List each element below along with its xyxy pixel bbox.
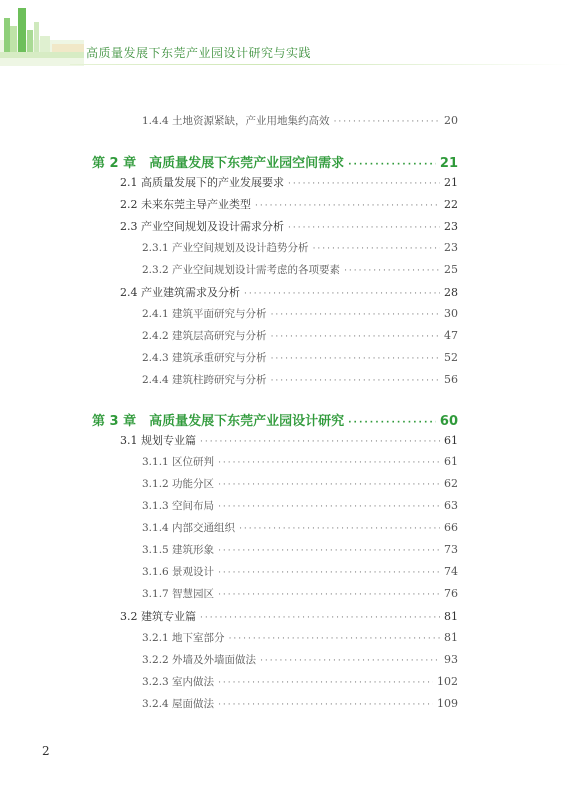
toc-leader-dots: [229, 634, 440, 644]
toc-entry-page: 20: [444, 114, 458, 127]
toc-subsection-entry[interactable]: [142, 652, 458, 667]
toc-section-entry[interactable]: [120, 608, 458, 624]
toc-leader-dots: [244, 289, 440, 299]
toc-section-entry[interactable]: [120, 196, 458, 212]
toc-subsection-entry[interactable]: [142, 630, 458, 645]
toc-entry-label: 3.1.3 空间布局: [142, 500, 215, 512]
toc-entry-label: 1.4.4 土地资源紧缺，产业用地集约高效: [142, 115, 330, 127]
toc-entry-label: 2.4.4 建筑柱跨研究与分析: [142, 374, 267, 386]
toc-entry-label: 3.1.5 建筑形象: [142, 544, 215, 556]
toc-leader-dots: [288, 223, 440, 233]
toc-entry-label: 3.2.4 屋面做法: [142, 698, 215, 710]
toc-entry-label: 2.4.1 建筑平面研究与分析: [142, 308, 267, 320]
toc-leader-dots: [271, 332, 440, 342]
toc-entry-label: 3.2 建筑专业篇: [120, 610, 196, 623]
toc-section-entry[interactable]: [120, 432, 458, 448]
toc-section-entry[interactable]: [120, 284, 458, 300]
toc-entry-page: 30: [444, 307, 458, 320]
toc-leader-dots: [218, 502, 440, 512]
toc-entry-label: 3.2.2 外墙及外墙面做法: [142, 654, 257, 666]
toc-entry-label: 3.1.6 景观设计: [142, 566, 215, 578]
toc-section-entry[interactable]: [120, 218, 458, 234]
toc-leader-dots: [348, 418, 436, 428]
toc-entry-label: 第 2 章 高质量发展下东莞产业园空间需求: [92, 156, 345, 171]
toc-subsection-entry[interactable]: [142, 674, 458, 689]
toc-entry-page: 52: [444, 351, 458, 364]
toc-entry-page: 61: [444, 434, 458, 447]
book-title: 高质量发展下东莞产业园设计研究与实践: [86, 46, 312, 60]
toc-chapter-entry[interactable]: [92, 152, 458, 171]
toc-entry-page: 56: [444, 373, 458, 386]
toc-leader-dots: [313, 244, 440, 254]
toc-leader-dots: [218, 568, 440, 578]
toc-entry-label: 3.1.7 智慧园区: [142, 588, 215, 600]
toc-entry-page: 74: [444, 565, 458, 578]
toc-leader-dots: [239, 524, 440, 534]
toc-leader-dots: [218, 590, 440, 600]
toc-leader-dots: [271, 310, 440, 320]
toc-subsection-entry[interactable]: [142, 586, 458, 601]
toc-entry-label: 3.1.1 区位研判: [142, 456, 215, 468]
toc-entry-label: 3.1.2 功能分区: [142, 478, 215, 490]
toc-subsection-entry[interactable]: [142, 476, 458, 491]
toc-entry-page: 81: [444, 610, 458, 623]
toc-leader-dots: [218, 458, 440, 468]
toc-subsection-entry[interactable]: [142, 564, 458, 579]
toc-entry-label: 3.2.1 地下室部分: [142, 632, 225, 644]
page-number: 2: [42, 744, 50, 758]
toc-subsection-entry[interactable]: [142, 306, 458, 321]
toc-leader-dots: [200, 437, 440, 447]
toc-entry-page: 93: [444, 653, 458, 666]
toc-entry-label: 3.2.3 室内做法: [142, 676, 215, 688]
toc-entry-page: 21: [444, 176, 458, 189]
toc-entry-page: 60: [439, 414, 458, 429]
toc-subsection-entry[interactable]: [142, 350, 458, 365]
toc-entry-page: 25: [444, 263, 458, 276]
toc-entry-label: 2.3.2 产业空间规划设计需考虑的各项要素: [142, 264, 341, 276]
toc-entry-page: 28: [444, 286, 458, 299]
toc-leader-dots: [334, 117, 440, 127]
toc-entry-label: 2.3.1 产业空间规划及设计趋势分析: [142, 242, 309, 254]
toc-leader-dots: [348, 160, 436, 170]
toc-section-entry[interactable]: [120, 174, 458, 190]
toc-leader-dots: [200, 613, 440, 623]
toc-entry-page: 102: [437, 675, 458, 688]
toc-entry-label: 2.3 产业空间规划及设计需求分析: [120, 220, 284, 233]
toc-entry-page: 81: [444, 631, 458, 644]
toc-subsection-entry[interactable]: [142, 328, 458, 343]
toc-leader-dots: [271, 354, 440, 364]
toc-entry-page: 63: [444, 499, 458, 512]
toc-entry-label: 2.4 产业建筑需求及分析: [120, 286, 240, 299]
toc-leader-dots: [344, 266, 440, 276]
toc-entry-page: 61: [444, 455, 458, 468]
toc-entry-page: 47: [444, 329, 458, 342]
toc-entry-label: 2.1 高质量发展下的产业发展要求: [120, 176, 284, 189]
toc-entry-page: 76: [444, 587, 458, 600]
toc-chapter-entry[interactable]: [92, 410, 458, 429]
toc-entry-label: 2.4.3 建筑承重研究与分析: [142, 352, 267, 364]
toc-leader-dots: [218, 546, 440, 556]
toc-entry-page: 23: [444, 241, 458, 254]
toc-subsection-entry[interactable]: [142, 498, 458, 513]
toc-entry-page: 109: [437, 697, 458, 710]
toc-entry-page: 21: [439, 156, 458, 171]
toc-leader-dots: [218, 678, 433, 688]
toc-subsection-entry[interactable]: [142, 240, 458, 255]
toc-leader-dots: [218, 700, 433, 710]
toc-entry-label: 第 3 章 高质量发展下东莞产业园设计研究: [92, 414, 345, 429]
toc-subsection-entry[interactable]: [142, 542, 458, 557]
toc-entry-label: 2.2 未来东莞主导产业类型: [120, 198, 251, 211]
toc-entry-label: 3.1 规划专业篇: [120, 434, 196, 447]
toc-leader-dots: [288, 179, 440, 189]
toc-entry-label: 2.4.2 建筑层高研究与分析: [142, 330, 267, 342]
toc-entry-page: 62: [444, 477, 458, 490]
toc-entry-page: 73: [444, 543, 458, 556]
toc-entry-label: 3.1.4 内部交通组织: [142, 522, 236, 534]
toc-entry-page: 23: [444, 220, 458, 233]
toc-leader-dots: [255, 201, 440, 211]
toc-subsection-entry[interactable]: [142, 262, 458, 277]
toc-subsection-entry[interactable]: [142, 372, 458, 387]
toc-entry-page: 66: [444, 521, 458, 534]
toc-leader-dots: [218, 480, 440, 490]
toc-subsection-entry[interactable]: [142, 454, 458, 469]
toc-subsection-entry[interactable]: [142, 520, 458, 535]
toc-subsection-entry[interactable]: [142, 113, 458, 128]
toc-leader-dots: [271, 376, 440, 386]
toc-subsection-entry[interactable]: [142, 696, 458, 711]
toc-leader-dots: [260, 656, 440, 666]
toc-entry-page: 22: [444, 198, 458, 211]
